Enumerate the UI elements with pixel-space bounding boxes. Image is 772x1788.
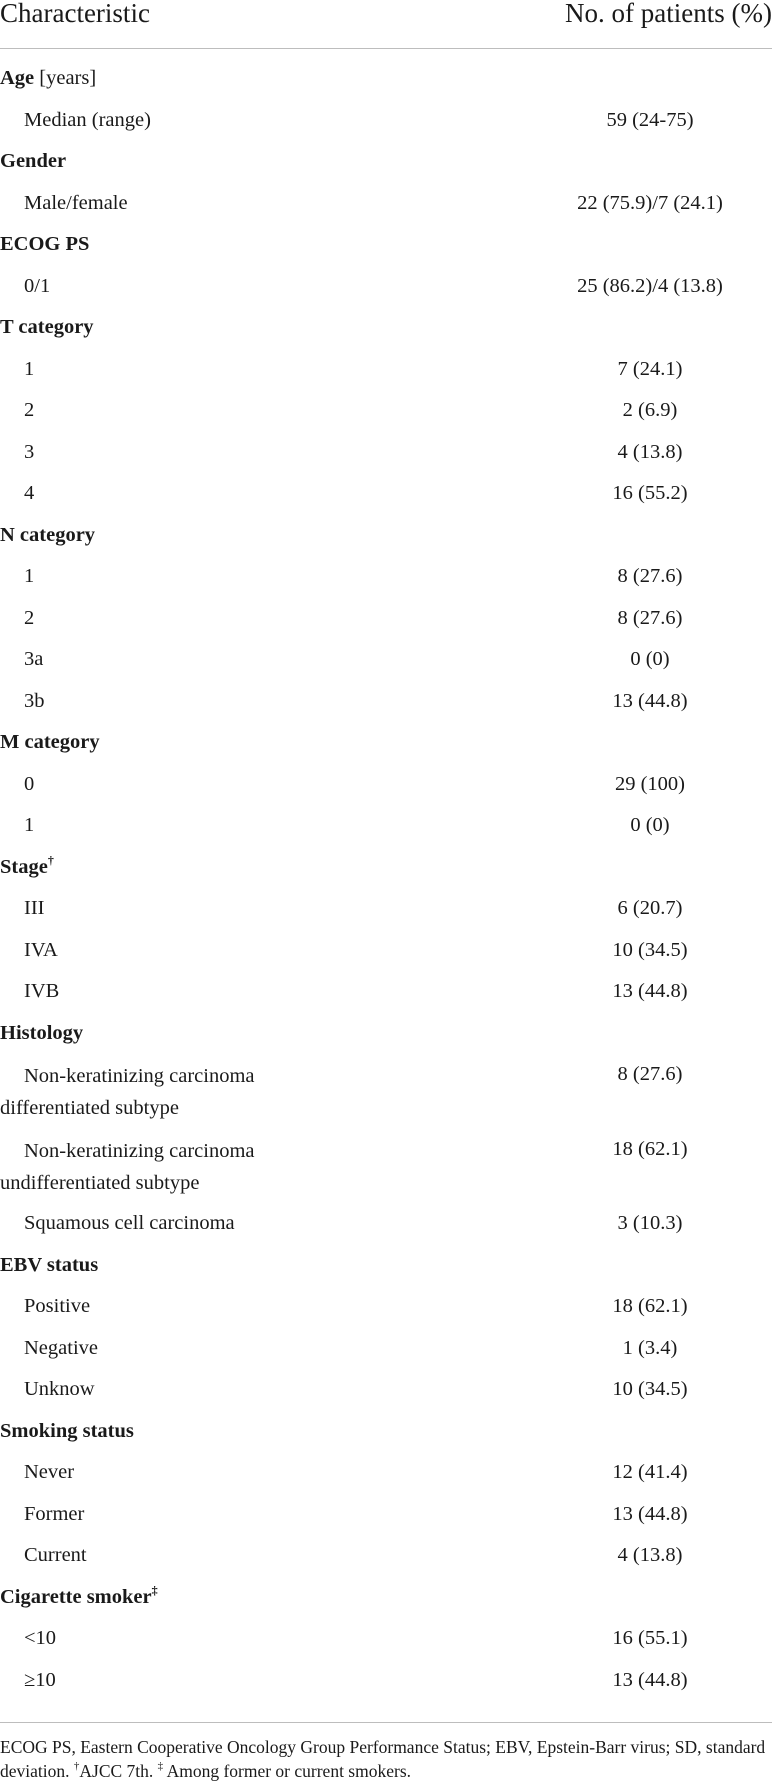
row-label-text: IVB [24, 980, 60, 1002]
row-value: 13 (44.8) [612, 980, 688, 1002]
row-value: 29 (100) [614, 772, 686, 795]
row-label [24, 189, 324, 217]
row-label [0, 1060, 324, 1124]
row-value: 3 (10.3) [617, 1212, 683, 1234]
row-label [24, 1458, 324, 1486]
row-label [24, 604, 324, 632]
section-label [0, 64, 500, 92]
row-value: 12 (41.4) [612, 1461, 688, 1483]
row-label-text: 1 [24, 357, 35, 380]
row-label-text: Former [24, 1502, 85, 1525]
row-value: 13 (44.8) [612, 1668, 688, 1691]
table-row [0, 645, 772, 687]
table-row [0, 811, 772, 853]
row-label [24, 562, 324, 590]
row-label-text: Median (range) [24, 108, 151, 131]
section-row [0, 64, 772, 106]
row-label [24, 1375, 324, 1403]
table-row [0, 1060, 772, 1135]
table-header [0, 0, 772, 49]
table-footnote [0, 1735, 772, 1783]
row-label-text: III [24, 897, 45, 919]
row-value: 6 (20.7) [617, 897, 683, 919]
section-label [0, 313, 500, 341]
section-label [0, 147, 500, 175]
section-row [0, 853, 772, 895]
section-label [0, 1251, 500, 1279]
table-row [0, 1209, 772, 1251]
section-title: Smoking status [0, 1419, 134, 1442]
row-label [24, 977, 324, 1005]
table-row [0, 438, 772, 480]
table-row [0, 1458, 772, 1500]
row-label-text: ≥10 [24, 1668, 56, 1691]
row-label [24, 687, 324, 715]
row-label [24, 894, 324, 922]
section-label [0, 1583, 500, 1611]
table-row [0, 894, 772, 936]
section-label [0, 853, 500, 881]
row-label [24, 770, 324, 798]
table-body [0, 64, 772, 1707]
row-label-text: <10 [24, 1627, 57, 1649]
footnote-text-2: AJCC 7th. [79, 1761, 158, 1781]
row-value: 16 (55.2) [612, 482, 688, 504]
row-label-text: 1 [24, 814, 35, 836]
footnote-text-3: Among former or current smokers. [163, 1761, 412, 1781]
row-label-text: 2 [24, 399, 35, 421]
section-label [0, 521, 500, 549]
table-row [0, 687, 772, 729]
row-label-text: Unknow [24, 1378, 95, 1400]
row-label-text-line2: undifferentiated subtype [0, 1171, 200, 1194]
section-row [0, 1583, 772, 1625]
footnote-text-1: ECOG PS, Eastern Cooperative Oncology Group Performance Status; EBV, Epstein-Barr virus; SD, standard deviation. [0, 1737, 766, 1781]
section-label [0, 230, 500, 258]
section-row [0, 1417, 772, 1459]
section-title: Stage [0, 855, 48, 878]
row-label-text: 3b [24, 689, 45, 712]
table-row [0, 355, 772, 397]
row-label-text: 1 [24, 565, 35, 587]
column-header-patients: No. of patients (%) [565, 0, 772, 28]
row-value: 7 (24.1) [617, 357, 683, 380]
row-label [24, 438, 324, 466]
row-value: 22 (75.9)/7 (24.1) [577, 191, 723, 214]
table-row [0, 1624, 772, 1666]
row-label [24, 645, 324, 673]
table-row [0, 1500, 772, 1542]
section-row [0, 1251, 772, 1293]
row-label-text: 3 [24, 440, 35, 463]
row-label-text: 0/1 [24, 274, 51, 297]
section-title: M category [0, 731, 100, 753]
footer-divider [0, 1722, 772, 1723]
row-label-text: 2 [24, 606, 35, 629]
table-row [0, 604, 772, 646]
row-label [24, 1541, 324, 1569]
table-row [0, 562, 772, 604]
table-row [0, 770, 772, 812]
row-value: 8 (27.6) [617, 565, 683, 587]
section-title: Age [0, 67, 35, 89]
section-row [0, 313, 772, 355]
row-label [24, 1292, 324, 1320]
row-label [24, 1666, 324, 1694]
row-value: 59 (24-75) [606, 108, 694, 131]
row-value: 1 (3.4) [622, 1336, 678, 1359]
section-label [0, 1417, 500, 1445]
row-label-text: IVA [24, 938, 58, 961]
row-label [24, 355, 324, 383]
table-row [0, 1541, 772, 1583]
row-label-text: Male/female [24, 191, 128, 214]
row-label [24, 396, 324, 424]
row-label [0, 1135, 324, 1199]
footnote-dagger: † [73, 1760, 80, 1773]
row-label [24, 1334, 324, 1362]
section-title: N category [0, 523, 96, 546]
row-value: 2 (6.9) [622, 399, 678, 421]
table-row [0, 272, 772, 314]
section-unit: [years] [39, 67, 97, 89]
table-row [0, 1334, 772, 1376]
section-title: EBV status [0, 1253, 99, 1276]
row-value: 13 (44.8) [612, 1502, 688, 1525]
row-label [24, 1500, 324, 1528]
table-row [0, 1375, 772, 1417]
row-label [24, 811, 324, 839]
section-label [0, 1019, 500, 1047]
section-row [0, 1019, 772, 1061]
section-title: Cigarette smoker [0, 1585, 152, 1608]
section-row [0, 728, 772, 770]
row-value: 8 (27.6) [617, 1063, 683, 1085]
row-label [24, 272, 324, 300]
table-row [0, 1292, 772, 1334]
row-value: 18 (62.1) [612, 1295, 688, 1317]
table-row [0, 189, 772, 231]
row-label [24, 1209, 324, 1237]
row-label [24, 479, 324, 507]
row-value: 4 (13.8) [617, 1544, 683, 1566]
row-value: 18 (62.1) [612, 1137, 688, 1160]
section-label [0, 728, 500, 756]
section-title: Gender [0, 150, 67, 172]
row-label-text: Squamous cell carcinoma [24, 1212, 235, 1234]
row-value: 25 (86.2)/4 (13.8) [577, 274, 723, 297]
table-row [0, 396, 772, 438]
row-value: 13 (44.8) [612, 689, 688, 712]
row-label-text: 0 [24, 772, 35, 795]
row-value: 10 (34.5) [612, 938, 688, 961]
footnote-double-dagger: ‡ [157, 1760, 164, 1773]
row-label-text: Negative [24, 1336, 98, 1359]
row-label-text: Non-keratinizing carcinoma [24, 1139, 255, 1162]
row-value: 8 (27.6) [617, 606, 683, 629]
table-row [0, 479, 772, 521]
row-value: 0 (0) [630, 814, 670, 836]
row-label-text: Never [24, 1461, 75, 1483]
table-row [0, 106, 772, 148]
section-title: T category [0, 316, 94, 338]
section-title: Histology [0, 1021, 84, 1044]
row-value: 10 (34.5) [612, 1378, 688, 1400]
table-row [0, 1666, 772, 1708]
row-value: 16 (55.1) [612, 1627, 688, 1649]
row-value: 4 (13.8) [617, 440, 683, 463]
row-label [24, 936, 324, 964]
footnote-marker: † [47, 852, 54, 867]
footnote-marker: ‡ [151, 1582, 158, 1597]
row-label-text: Current [24, 1544, 87, 1566]
row-label-text: Non-keratinizing carcinoma [24, 1065, 255, 1087]
row-label-text-line2: differentiated subtype [0, 1097, 179, 1119]
row-label-text: Positive [24, 1295, 91, 1317]
section-title: ECOG PS [0, 233, 90, 255]
row-value: 0 (0) [630, 648, 670, 670]
section-row [0, 147, 772, 189]
row-label [24, 1624, 324, 1652]
row-label-text: 4 [24, 482, 35, 504]
table-row [0, 936, 772, 978]
section-row [0, 230, 772, 272]
row-label-text: 3a [24, 648, 44, 670]
table-row [0, 977, 772, 1019]
row-label [24, 106, 324, 134]
table-row [0, 1135, 772, 1210]
section-row [0, 521, 772, 563]
column-header-characteristic: Characteristic [0, 0, 150, 28]
